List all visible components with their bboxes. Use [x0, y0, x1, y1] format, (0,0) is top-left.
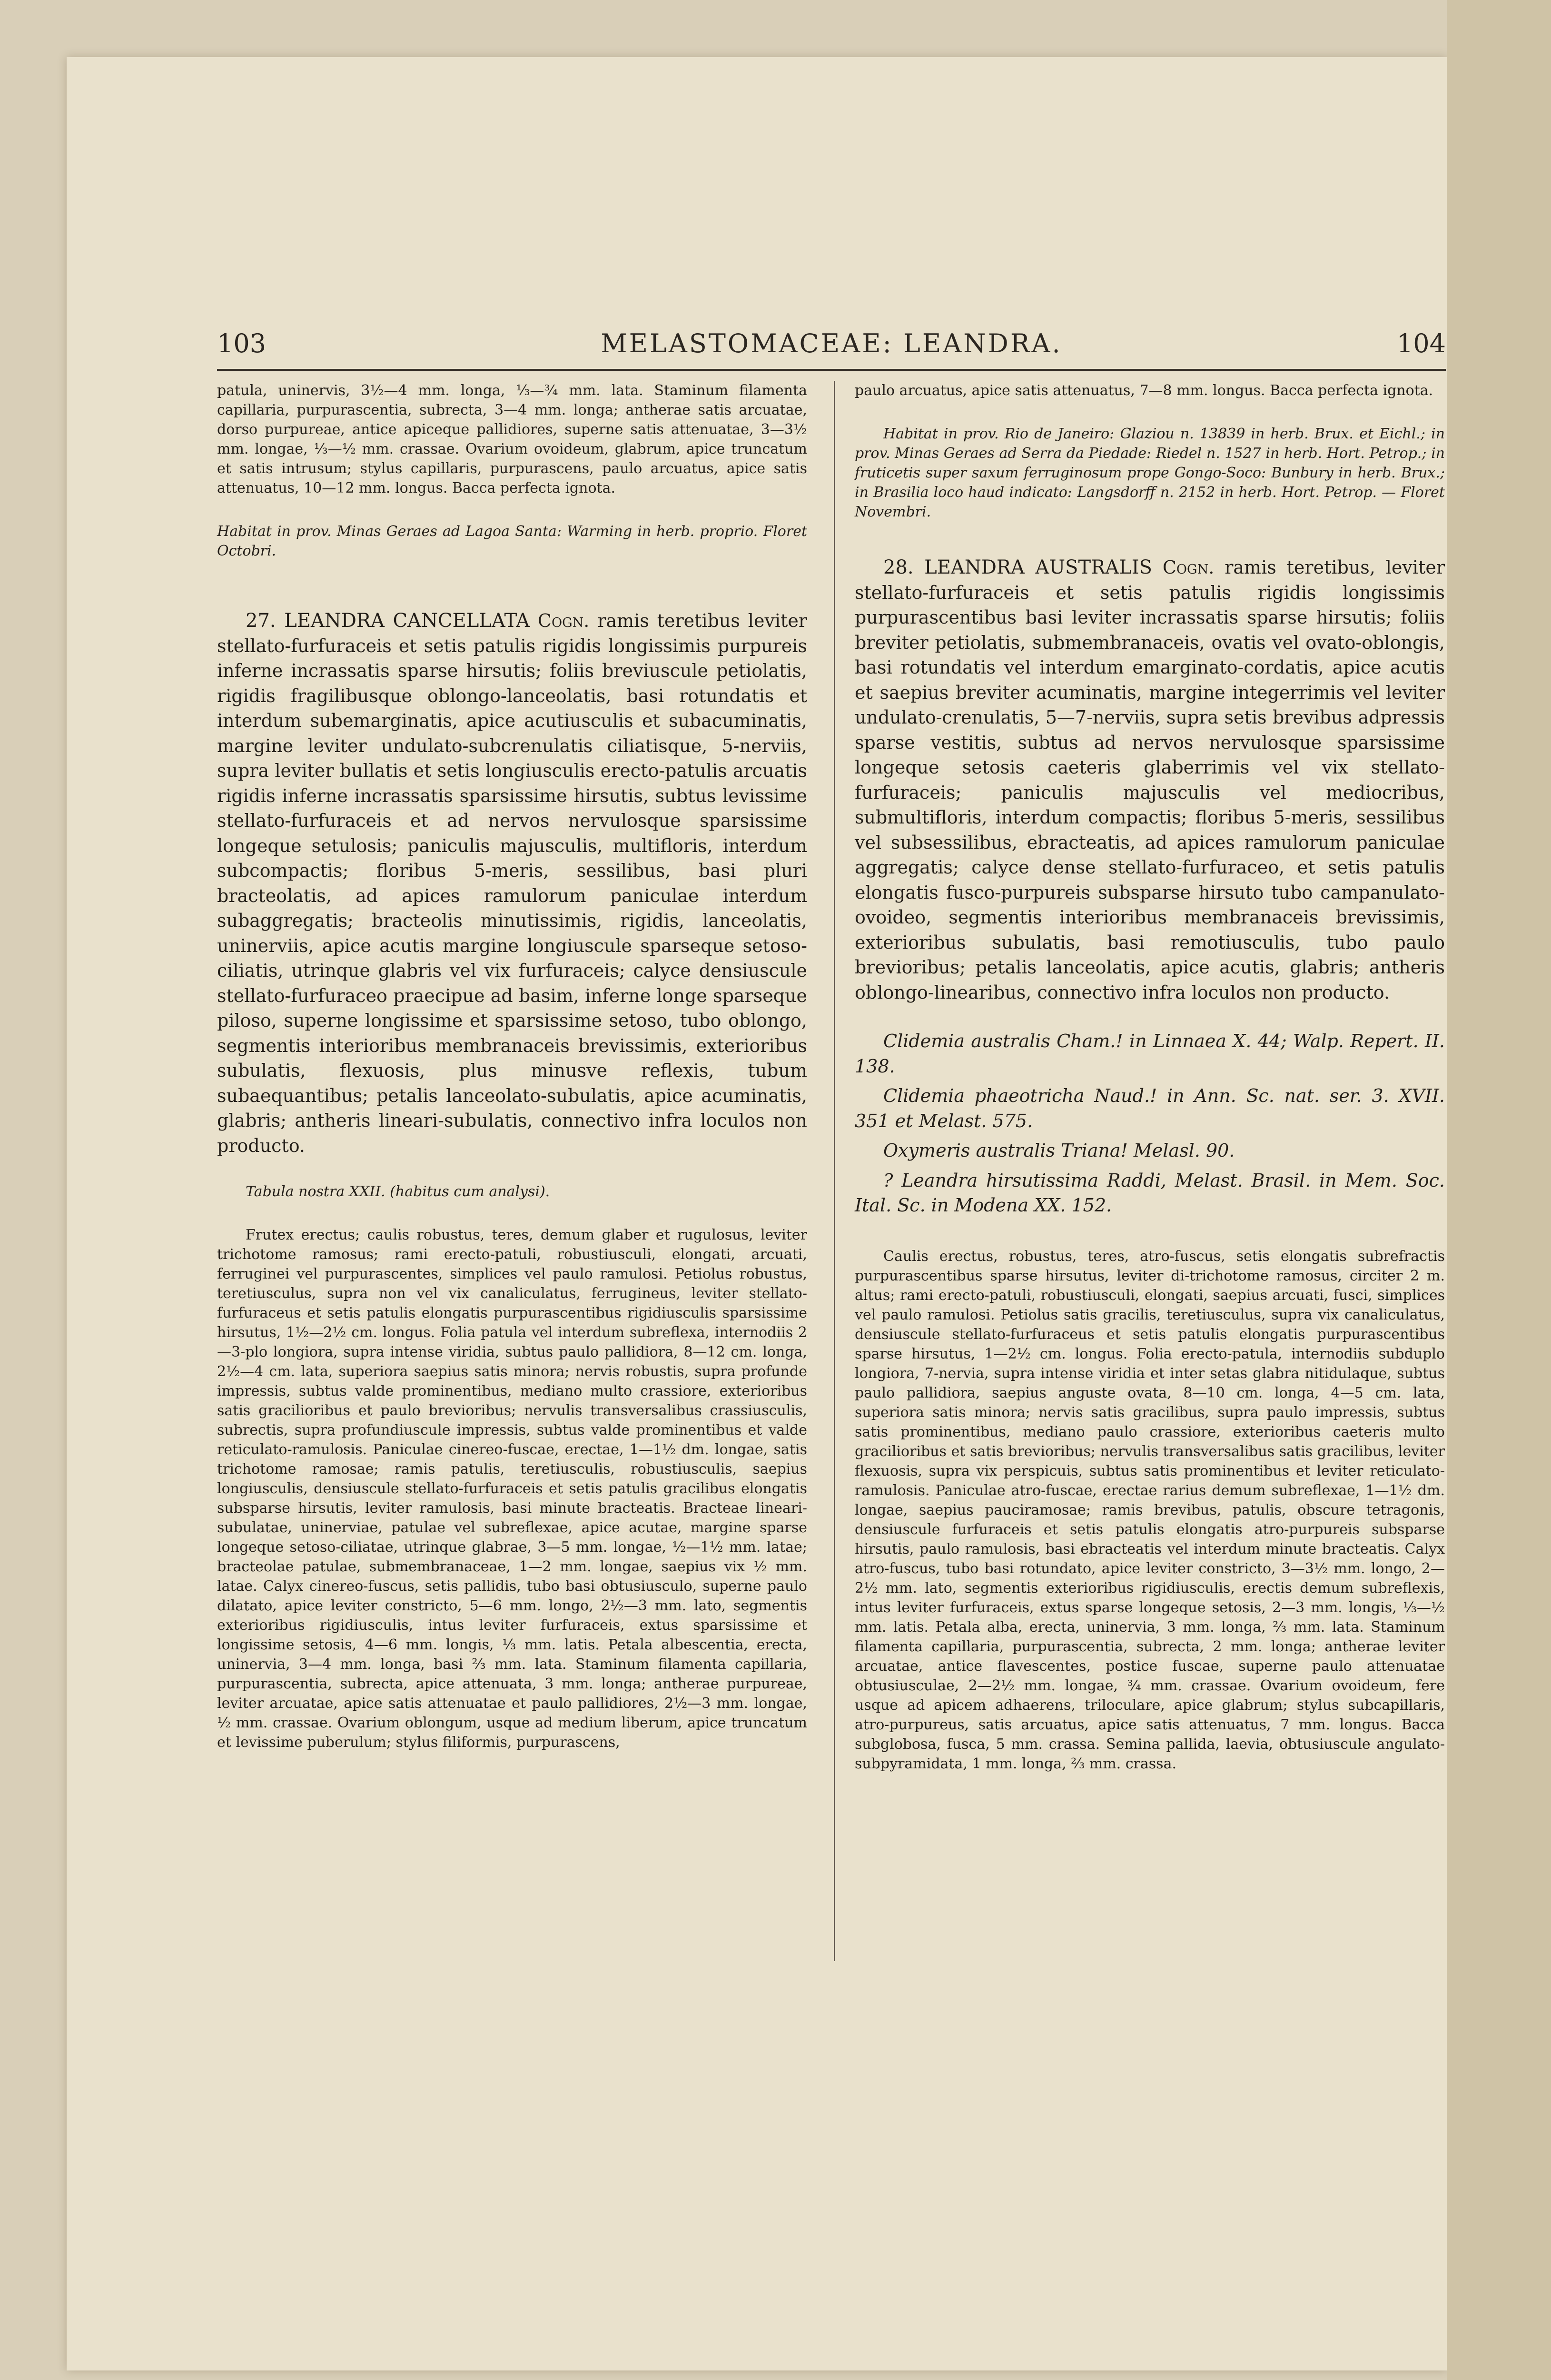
- species-28-description: [855, 555, 1445, 1005]
- right-column: [855, 381, 1445, 1774]
- right-continued-paragraph: paulo arcuatus, apice satis attenuatus, 7—8 mm. longus. Bacca perfecta ignota.: [855, 382, 1433, 399]
- left-habitat: Habitat in prov. Minas Geraes ad Lagoa Santa: Warming in herb. proprio. Floret Octobri.: [217, 523, 807, 559]
- species-28-name: 28. LEANDRA AUSTRALIS: [883, 556, 1152, 578]
- synonym-entry: Clidemia australis Cham.! in Linnaea X. 44; Walp. Repert. II. 138.: [855, 1031, 1445, 1077]
- species-27-name: 27. LEANDRA CANCELLATA: [246, 610, 530, 632]
- species-27-diagnosis: ramis teretibus leviter stellato-furfuraceis et setis patulis rigidis longissimis purpureis inferne incrassatis sparse hirsutis; foliis breviuscule petiolatis, rigidis fragilibusque oblongo-lanceolatis, basi rotundatis et interdum subemarginatis, apice acutiusculis et subacuminatis, margine leviter undulato-subcrenulatis ciliatisque, 5-nerviis, supra leviter bullatis et setis longiusculis erecto-patulis arcuatis rigidis inferne incrassatis sparsissime hirsutis, subtus levissime stellato-furfuraceis et ad nervos nervulosque sparsissime longeque setulosis; paniculis majusculis, multifloris, interdum subcompactis; floribus 5-meris, sessilibus, basi pluri bracteolatis, ad apices ramulorum paniculae interdum subaggregatis; bracteolis minutissimis, rigidis, lanceolatis, uninerviis, apice acutis margine longiuscule sparseque setoso-ciliatis, utrinque glabris vel vix furfuraceis; calyce densiuscule stellato-furfuraceo praecipue ad basim, inferne longe sparseque piloso, superne longissime et sparsissime setoso, tubo oblongo, segmentis interioribus membranaceis brevissimis, exterioribus subulatis, flexuosis, plus minusve reflexis, tubum subaequantibus; petalis lanceolato-subulatis, apice acuminatis, glabris; antheris lineari-subulatis, connectivo infra loculos non producto.: [217, 610, 807, 1156]
- page-number-left: 103: [217, 328, 267, 358]
- synonym-entry: Oxymeris australis Triana! Melasl. 90.: [883, 1140, 1235, 1161]
- column-divider: [834, 381, 835, 1961]
- species-28-author: Cogn.: [1162, 557, 1215, 578]
- left-continued-paragraph: patula, uninervis, 3½—4 mm. longa, ⅓—¾ mm. lata. Staminum filamenta capillaria, purpurascentia, subrecta, 3—4 mm. longa; antherae satis arcuatae, dorso purpureae, antice apiceque pallidiores, superne satis attenuatae, 3—3½ mm. longae, ⅓—½ mm. crassae. Ovarium ovoideum, glabrum, apice truncatum et satis intrusum; stylus capillaris, purpurascens, paulo arcuatus, apice satis attenuatus, 10—12 mm. longus. Bacca perfecta ignota.: [217, 382, 807, 496]
- species-28-detailed-description: Caulis erectus, robustus, teres, atro-fuscus, setis elongatis subrefractis purpurascentibus sparse hirsutus, leviter di-trichotome ramosus, circiter 2 m. altus; rami erecto-patuli, robustiusculi, elongati, saepius arcuati, fusci, simplices vel paulo ramulosi. Petiolus satis gracilis, teretiusculus, supra vix canaliculatus, densiuscule stellato-furfuraceus et setis patulis elongatis purpurascentibus sparse hirsutus, 1—2½ cm. longus. Folia erecto-patula, internodiis subduplo longiora, 7-nervia, supra intense viridia et inter setas glabra nitidulaque, subtus paulo pallidiora, saepius anguste ovata, 8—10 cm. longa, 4—5 cm. lata, superiora satis minora; nervis satis gracilibus, supra paulo impressis, subtus satis prominentibus, mediano paulo crassiore, exterioribus caeteris multo gracilioribus et satis brevioribus; nervulis transversalibus satis gracilibus, leviter flexuosis, supra vix perspicuis, subtus satis prominentibus et leviter reticulato-ramulosis. Paniculae atro-fuscae, erectae rarius demum subreflexae, 1—1½ dm. longae, saepius pauciramosae; ramis brevibus, patulis, obscure tetragonis, densiuscule furfuraceis et setis patulis elongatis atro-purpureis subsparse hirsutis, paulo ramulosis, basi ebracteatis vel interdum minute bracteatis. Calyx atro-fuscus, tubo basi rotundato, apice leviter constricto, 3—3½ mm. longo, 2—2½ mm. lato, segmentis exterioribus rigidiusculis, erectis demum subreflexis, intus leviter furfuraceis, extus sparse longeque setosis, 2—3 mm. longis, ⅓—½ mm. latis. Petala alba, erecta, uninervia, 3 mm. longa, ⅔ mm. lata. Staminum filamenta capillaria, purpurascentia, subrecta, 2 mm. longa; antherae leviter arcuatae, antice flavescentes, postice fuscae, superne paulo attenuatae obtusiusculae, 2—2½ mm. longae, ¾ mm. crassae. Ovarium ovoideum, fere usque ad apicem adhaerens, triloculare, apice glabrum; stylus subcapillaris, atro-purpureus, satis arcuatus, apice satis attenuatus, 7 mm. longus. Bacca subglobosa, fusca, 5 mm. crassa. Semina pallida, laevia, obtusiuscule angulato-subpyramidata, 1 mm. longa, ⅔ mm. crassa.: [855, 1248, 1445, 1772]
- header-rule: [217, 369, 1446, 371]
- species-28-diagnosis: ramis teretibus, leviter stellato-furfuraceis et setis patulis rigidis longissimis purpurascentibus basi leviter incrassatis sparse hirsutis; foliis breviter petiolatis, submembranaceis, ovatis vel ovato-oblongis, basi rotundatis vel interdum emarginato-cordatis, apice acutis et saepius breviter acuminatis, margine integerrimis vel leviter undulato-crenulatis, 5—7-nerviis, supra setis brevibus adpressis sparse vestitis, subtus ad nervos nervulosque sparsissime longeque setosis caeteris glaberrimis vel vix stellato-furfuraceis; paniculis majusculis vel mediocribus, submultifloris, interdum compactis; floribus 5-meris, sessilibus vel subsessilibus, ebracteatis, ad apices ramulorum paniculae aggregatis; calyce dense stellato-furfuraceo, et setis patulis elongatis fusco-purpureis subsparse hirsuto tubo campanulato-ovoideo, segmentis interioribus membranaceis brevissimis, exterioribus subulatis, basi remotiusculis, tubo paulo brevioribus; petalis lanceolatis, apice acutis, glabris; antheris oblongo-linearibus, connectivo infra loculos non producto.: [855, 557, 1445, 1003]
- scan-edge: [1447, 0, 1551, 2380]
- left-column: [217, 381, 807, 1752]
- species-27-author: Cogn.: [537, 610, 590, 631]
- synonym-entry: Clidemia phaeotricha Naud.! in Ann. Sc. nat. ser. 3. XVII. 351 et Melast. 575.: [855, 1085, 1445, 1131]
- right-habitat: Habitat in prov. Rio de Janeiro: Glaziou n. 13839 in herb. Brux. et Eichl.; in prov. Minas Geraes ad Serra da Piedade: Riedel n. 1527 in herb. Hort. Petrop.; in fruticetis super saxum ferruginosum prope Gongo-Soco: Bunbury in herb. Brux.; in Brasilia loco haud indicato: Langsdorff n. 2152 in herb. Hort. Petrop. — Floret Novembri.: [855, 426, 1445, 520]
- page-number-right: 104: [1396, 328, 1446, 358]
- synonym-entry: ? Leandra hirsutissima Raddi, Melast. Brasil. in Mem. Soc. Ital. Sc. in Modena XX. 152.: [855, 1170, 1445, 1216]
- synonymy-list: [855, 1029, 1445, 1218]
- running-head: [217, 328, 1446, 362]
- tabula-reference: Tabula nostra XXII. (habitus cum analysi).: [246, 1183, 550, 1200]
- species-27-description: [217, 608, 807, 1158]
- species-27-detailed-description: Frutex erectus; caulis robustus, teres, demum glaber et rugulosus, leviter trichotome ramosus; rami erecto-patuli, robustiusculi, elongati, arcuati, ferruginei vel purpurascentes, simplices vel paulo ramulosi. Petiolus robustus, teretiusculus, supra non vel vix canaliculatus, ferrugineus, leviter stellato-furfuraceus et setis patulis elongatis purpurascentibus rigidiusculis sparsissime hirsutus, 1½—2½ cm. longus. Folia patula vel interdum subreflexa, internodiis 2—3-plo longiora, supra intense viridia, subtus paulo pallidiora, 8—12 cm. longa, 2½—4 cm. lata, superiora saepius satis minora; nervis robustis, supra profunde impressis, subtus valde prominentibus, mediano multo crassiore, exterioribus satis gracilioribus et paulo brevioribus; nervulis transversalibus crassiusculis, subrectis, supra profundiuscule impressis, subtus valde prominentibus et valde reticulato-ramulosis. Paniculae cinereo-fuscae, erectae, 1—1½ dm. longae, satis trichotome ramosae; ramis patulis, teretiusculis, robustiusculis, saepius longiusculis, densiuscule stellato-furfuraceis et setis patulis gracilibus elongatis subsparse hirsutis, leviter ramulosis, basi minute bracteatis. Bracteae lineari-subulatae, uninerviae, patulae vel subreflexae, apice acutae, margine sparse longeque setoso-ciliatae, utrinque glabrae, 3—5 mm. longae, ½—1½ mm. latae; bracteolae patulae, submembranaceae, 1—2 mm. longae, saepius vix ½ mm. latae. Calyx cinereo-fuscus, setis pallidis, tubo basi obtusiusculo, superne paulo dilatato, apice leviter constricto, 5—6 mm. longo, 2½—3 mm. lato, segmentis exterioribus rigidiusculis, intus leviter furfuraceis, extus sparsissime et longissime setosis, 4—6 mm. longis, ⅓ mm. latis. Petala albescentia, erecta, uninervia, 3—4 mm. longa, basi ⅔ mm. lata. Staminum filamenta capillaria, purpurascentia, subrecta, apice attenuata, 3 mm. longa; antherae purpureae, leviter arcuatae, apice satis attenuatae et paulo pallidiores, 2½—3 mm. longae, ½ mm. crassae. Ovarium oblongum, usque ad medium liberum, apice truncatum et levissime puberulum; stylus filiformis, purpurascens,: [217, 1227, 807, 1751]
- running-title: MELASTOMACEAE: LEANDRA.: [601, 328, 1062, 358]
